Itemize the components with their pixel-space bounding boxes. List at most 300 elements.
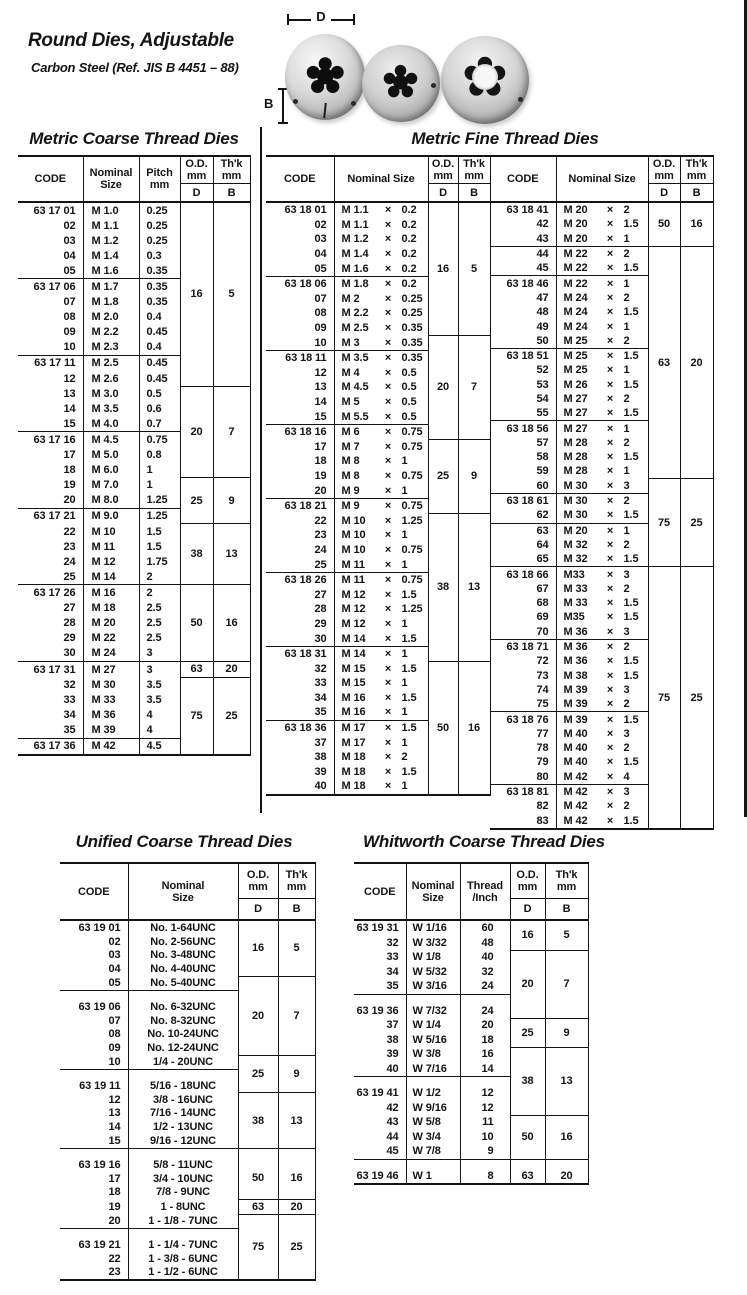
nominal-pitch-value: 1.5 [623, 814, 639, 827]
cell-nominal-size [556, 813, 648, 828]
cell-code: 73 [490, 669, 556, 683]
cell-pitch: 2.5 [139, 631, 180, 646]
cell-nominal-size: No. 1-64UNC [128, 920, 238, 935]
nominal-pitch-value: 1.5 [623, 218, 639, 231]
cell-thickness: 20 [545, 1159, 588, 1184]
nominal-size-value: M 25 [563, 364, 588, 377]
cell-pitch: 1 [139, 478, 180, 493]
cell-nominal-size: M 1.6 [83, 263, 139, 279]
multiply-sign: × [384, 352, 392, 365]
cell-code: 54 [490, 392, 556, 406]
cell-nominal-size [556, 464, 648, 478]
cell-nominal-size: W 9/16 [406, 1101, 460, 1116]
cell-nominal-size [556, 378, 648, 392]
nominal-size-value: M 7 [341, 440, 360, 453]
cell-code: 69 [490, 610, 556, 624]
cell-nominal-size: 7/8 - 9UNC [128, 1186, 238, 1200]
section-title-whitworth: Whitworth Coarse Thread Dies [363, 832, 605, 851]
cell-nominal-size [556, 538, 648, 552]
multiply-sign: × [384, 543, 392, 556]
cell-nominal-size [334, 646, 428, 661]
cell-thickness: 5 [458, 202, 490, 335]
cell-nominal-size [556, 625, 648, 640]
cell-thickness: 20 [213, 661, 250, 677]
cell-code: 33 [18, 693, 83, 708]
cell-code: 63 18 36 [266, 720, 334, 735]
cell-nominal-size: M 11 [83, 539, 139, 554]
nominal-pitch-value: 0.25 [401, 307, 423, 320]
multiply-sign: × [606, 451, 614, 464]
nominal-pitch-value: 0.5 [401, 410, 417, 423]
cell-nominal-size: M 16 [83, 585, 139, 601]
multiply-sign: × [606, 814, 614, 827]
cell-code: 63 18 11 [266, 350, 334, 365]
nominal-size-value: M 1.4 [341, 248, 369, 261]
cell-code: 63 18 51 [490, 348, 556, 363]
cell-nominal-size [334, 720, 428, 735]
nominal-pitch-value: 1.5 [623, 306, 639, 319]
nominal-size-value: M 39 [563, 683, 588, 696]
cell-nominal-size: M 6.0 [83, 463, 139, 478]
nominal-pitch-value: 1.5 [623, 669, 639, 682]
nominal-pitch-value: 1.5 [401, 765, 417, 778]
cell-code: 60 [490, 479, 556, 494]
cell-code: 43 [490, 232, 556, 247]
cell-thickness: 9 [213, 478, 250, 524]
cell-code: 42 [490, 217, 556, 231]
cell-od-diameter: 63 [238, 1199, 278, 1214]
nominal-size-value: M 26 [563, 378, 588, 391]
nominal-size-value: M 30 [563, 479, 588, 492]
cell-nominal-size [556, 770, 648, 785]
cell-code: 34 [18, 708, 83, 723]
table-row [490, 479, 713, 494]
cell-thickness: 9 [458, 440, 490, 514]
cell-nominal-size [334, 454, 428, 469]
nominal-pitch-value: 1 [401, 529, 408, 542]
cell-code: 59 [490, 464, 556, 478]
cell-nominal-size [334, 276, 428, 291]
cell-nominal-size: W 7/8 [406, 1144, 460, 1159]
nominal-pitch-value: 1 [401, 736, 408, 749]
cell-nominal-size: M 2.5 [83, 355, 139, 371]
nominal-pitch-value: 1.5 [623, 407, 639, 420]
multiply-sign: × [384, 514, 392, 527]
cell-thickness: 5 [278, 920, 315, 976]
cell-threads-per-inch: 16 [460, 1047, 510, 1062]
cell-nominal-size: W 1/2 [406, 1077, 460, 1101]
cell-nominal-size [556, 202, 648, 217]
cell-nominal-size [556, 712, 648, 727]
nominal-pitch-value: 1 [623, 524, 630, 537]
table-row [60, 1055, 315, 1069]
nominal-size-value: M 1.1 [341, 204, 369, 217]
cell-code: 34 [266, 691, 334, 706]
cell-nominal-size [334, 321, 428, 336]
nominal-pitch-value: 3 [623, 727, 630, 740]
cell-nominal-size [556, 741, 648, 755]
cell-nominal-size [556, 582, 648, 596]
cell-code: 78 [490, 741, 556, 755]
cell-nominal-size [556, 683, 648, 697]
cell-od-diameter: 50 [238, 1148, 278, 1199]
multiply-sign: × [606, 611, 614, 624]
cell-nominal-size: No. 10-24UNC [128, 1028, 238, 1042]
table-row [354, 1159, 588, 1184]
cell-code: 80 [490, 770, 556, 785]
nominal-pitch-value: 1.5 [401, 588, 417, 601]
cell-nominal-size [556, 567, 648, 582]
cell-nominal-size: 9/16 - 12UNC [128, 1134, 238, 1148]
cell-nominal-size: W 3/32 [406, 936, 460, 951]
cell-nominal-size: No. 12-24UNC [128, 1041, 238, 1055]
cell-pitch: 1.25 [139, 493, 180, 509]
cell-code: 39 [266, 765, 334, 780]
multiply-sign: × [384, 262, 392, 275]
multiply-sign: × [606, 479, 614, 492]
cell-nominal-size: M 2.6 [83, 371, 139, 386]
cell-code: 63 19 31 [354, 920, 406, 936]
multiply-sign: × [606, 277, 614, 290]
table-row [18, 661, 250, 677]
column-header: O.D. mm [180, 156, 213, 184]
cell-thickness: 25 [213, 677, 250, 754]
nominal-pitch-value: 0.75 [401, 469, 423, 482]
cell-nominal-size: 1/4 - 20UNC [128, 1055, 238, 1069]
multiply-sign: × [606, 218, 614, 231]
nominal-size-value: M 3 [341, 336, 360, 349]
cell-code: 05 [60, 976, 128, 990]
cell-nominal-size [334, 557, 428, 572]
cell-pitch: 2.5 [139, 600, 180, 615]
cell-od-diameter: 16 [238, 920, 278, 976]
nominal-size-value: M 30 [563, 509, 588, 522]
multiply-sign: × [606, 800, 614, 813]
nominal-pitch-value: 2 [623, 291, 630, 304]
cell-nominal-size: W 3/8 [406, 1047, 460, 1062]
table-row [266, 661, 490, 676]
multiply-sign: × [384, 765, 392, 778]
cell-code: 44 [490, 246, 556, 261]
column-header: CODE [266, 156, 334, 202]
multiply-sign: × [384, 322, 392, 335]
cell-nominal-size: 1 - 1/4 - 7UNC [128, 1228, 238, 1251]
nominal-size-value: M 1.2 [341, 233, 369, 246]
cell-code: 38 [266, 750, 334, 765]
nominal-pitch-value: 0.2 [401, 248, 417, 261]
multiply-sign: × [384, 381, 392, 394]
multiply-sign: × [384, 588, 392, 601]
nominal-size-value: M 10 [341, 529, 366, 542]
nominal-size-value: M 15 [341, 662, 366, 675]
multiply-sign: × [606, 320, 614, 333]
cell-nominal-size [556, 334, 648, 349]
cell-pitch: 0.6 [139, 401, 180, 416]
cell-code: 37 [354, 1018, 406, 1033]
cell-code: 52 [490, 363, 556, 377]
cell-code: 27 [266, 587, 334, 602]
nominal-size-value: M 12 [341, 588, 366, 601]
nominal-size-value: M 27 [563, 407, 588, 420]
cell-code: 19 [60, 1199, 128, 1214]
cell-code: 20 [18, 493, 83, 509]
nominal-pitch-value: 3 [623, 683, 630, 696]
cell-pitch: 2 [139, 569, 180, 585]
column-header: B [545, 899, 588, 921]
multiply-sign: × [606, 334, 614, 347]
cell-code: 63 17 01 [18, 202, 83, 218]
cell-nominal-size [334, 765, 428, 780]
cell-code: 14 [60, 1120, 128, 1134]
cell-code: 30 [266, 631, 334, 646]
cell-pitch: 0.25 [139, 202, 180, 218]
cell-nominal-size [334, 232, 428, 247]
cell-nominal-size: M 3.0 [83, 386, 139, 401]
cell-code: 79 [490, 755, 556, 769]
table-row [18, 585, 250, 601]
nominal-pitch-value: 1.5 [401, 662, 417, 675]
cell-code: 33 [266, 676, 334, 691]
table-row [60, 1093, 315, 1107]
multiply-sign: × [606, 524, 614, 537]
column-header: Nominal Size [334, 156, 428, 202]
column-header: Th'k mm [680, 156, 713, 184]
section-title-metric-coarse: Metric Coarse Thread Dies [29, 129, 239, 148]
cell-nominal-size [556, 784, 648, 799]
nominal-pitch-value: 2 [623, 742, 630, 755]
nominal-pitch-value: 1.5 [623, 262, 639, 275]
nominal-pitch-value: 1 [401, 484, 408, 497]
cell-threads-per-inch: 12 [460, 1101, 510, 1116]
cell-pitch: 1 [139, 463, 180, 478]
nominal-size-value: M 5 [341, 396, 360, 409]
nominal-pitch-value: 1 [623, 232, 630, 245]
cell-code: 13 [266, 380, 334, 395]
cell-threads-per-inch: 32 [460, 965, 510, 980]
cell-nominal-size [334, 705, 428, 720]
cell-nominal-size: M 8.0 [83, 493, 139, 509]
dimension-tick [353, 14, 355, 25]
cell-pitch: 0.75 [139, 432, 180, 448]
table-row [354, 920, 588, 936]
die-photo-middle [362, 45, 440, 122]
nominal-size-value: M 40 [563, 727, 588, 740]
multiply-sign: × [384, 632, 392, 645]
cell-od-diameter: 63 [510, 1159, 545, 1184]
cell-od-diameter: 16 [510, 920, 545, 950]
column-header: O.D. mm [428, 156, 458, 184]
cell-nominal-size [556, 552, 648, 567]
cell-threads-per-inch: 14 [460, 1062, 510, 1077]
cell-nominal-size: M 22 [83, 631, 139, 646]
cell-nominal-size: M 14 [83, 569, 139, 585]
page-title: Round Dies, Adjustable [28, 30, 234, 51]
cell-nominal-size [556, 697, 648, 712]
cell-code: 05 [266, 261, 334, 276]
nominal-size-value: M 3.5 [341, 352, 369, 365]
cell-pitch: 1.5 [139, 524, 180, 539]
cell-code: 63 18 31 [266, 646, 334, 661]
cell-od-diameter: 38 [238, 1093, 278, 1149]
nominal-pitch-value: 1.25 [401, 514, 423, 527]
cell-code: 63 18 41 [490, 202, 556, 217]
cell-nominal-size: M 10 [83, 524, 139, 539]
cell-thickness: 13 [213, 524, 250, 585]
multiply-sign: × [384, 336, 392, 349]
nominal-pitch-value: 1.5 [401, 691, 417, 704]
nominal-size-value: M35 [563, 611, 585, 624]
cell-nominal-size: 5/16 - 18UNC [128, 1069, 238, 1092]
table-row [266, 202, 490, 218]
nominal-pitch-value: 0.35 [401, 322, 423, 335]
cell-code: 22 [18, 524, 83, 539]
nominal-size-value: M 24 [563, 306, 588, 319]
cell-nominal-size: W 7/32 [406, 994, 460, 1018]
nominal-pitch-value: 1.25 [401, 603, 423, 616]
multiply-sign: × [384, 204, 392, 217]
cell-pitch: 3 [139, 661, 180, 677]
nominal-pitch-value: 2 [623, 495, 630, 508]
nominal-pitch-value: 0.75 [401, 440, 423, 453]
cell-threads-per-inch: 20 [460, 1018, 510, 1033]
multiply-sign: × [606, 465, 614, 478]
nominal-pitch-value: 1.5 [623, 509, 639, 522]
cell-od-diameter: 75 [238, 1214, 278, 1280]
cell-threads-per-inch: 18 [460, 1033, 510, 1048]
column-header: CODE [60, 863, 128, 920]
table-row [18, 202, 250, 218]
cell-code: 32 [354, 936, 406, 951]
column-header: CODE [18, 156, 83, 202]
cell-threads-per-inch: 60 [460, 920, 510, 936]
unified-coarse-table-grid [60, 862, 316, 1281]
column-header: O.D. mm [648, 156, 680, 184]
cell-nominal-size [556, 232, 648, 247]
nominal-pitch-value: 0.2 [401, 278, 417, 291]
multiply-sign: × [384, 426, 392, 439]
nominal-pitch-value: 1.5 [401, 632, 417, 645]
cell-code: 08 [266, 306, 334, 321]
nominal-pitch-value: 0.2 [401, 218, 417, 231]
multiply-sign: × [384, 722, 392, 735]
nominal-size-value: M 6 [341, 426, 360, 439]
cell-code: 04 [18, 248, 83, 263]
nominal-size-value: M 25 [563, 350, 588, 363]
nominal-pitch-value: 0.35 [401, 352, 423, 365]
nominal-pitch-value: 1 [623, 320, 630, 333]
nominal-pitch-value: 1.5 [623, 756, 639, 769]
cell-nominal-size [334, 691, 428, 706]
cell-pitch: 3.5 [139, 693, 180, 708]
multiply-sign: × [384, 648, 392, 661]
column-header: D [238, 899, 278, 921]
cell-code: 48 [490, 305, 556, 319]
cell-pitch: 4 [139, 723, 180, 739]
table-row [266, 513, 490, 528]
cell-code: 07 [266, 292, 334, 307]
column-header: D [648, 184, 680, 203]
cell-nominal-size: M 36 [83, 708, 139, 723]
nominal-pitch-value: 0.2 [401, 262, 417, 275]
cell-code: 63 18 26 [266, 572, 334, 587]
nominal-size-value: M 22 [563, 248, 588, 261]
cell-thickness: 13 [458, 513, 490, 661]
cell-nominal-size [556, 508, 648, 523]
multiply-sign: × [384, 751, 392, 764]
cell-code: 42 [354, 1101, 406, 1116]
cell-od-diameter: 16 [180, 202, 213, 386]
cell-nominal-size: M 4.5 [83, 432, 139, 448]
cell-code: 63 18 06 [266, 276, 334, 291]
cell-pitch: 4.5 [139, 738, 180, 755]
cell-code: 04 [266, 247, 334, 262]
cell-code: 22 [266, 513, 334, 528]
multiply-sign: × [384, 574, 392, 587]
cell-code: 20 [266, 483, 334, 498]
cell-code: 24 [18, 554, 83, 569]
cell-code: 29 [18, 631, 83, 646]
nominal-size-value: M 12 [341, 603, 366, 616]
cell-nominal-size [334, 513, 428, 528]
cell-nominal-size [334, 380, 428, 395]
multiply-sign: × [606, 495, 614, 508]
nominal-pitch-value: 3 [623, 786, 630, 799]
cell-od-diameter: 20 [428, 335, 458, 439]
cell-nominal-size: M 1.0 [83, 202, 139, 218]
column-header: O.D. mm [238, 863, 278, 899]
cell-code: 63 17 26 [18, 585, 83, 601]
cell-nominal-size [334, 735, 428, 750]
nominal-pitch-value: 2 [623, 334, 630, 347]
cell-code: 63 [490, 523, 556, 538]
nominal-pitch-value: 1 [401, 648, 408, 661]
cell-nominal-size: M 2.0 [83, 310, 139, 325]
nominal-size-value: M 18 [341, 765, 366, 778]
cell-nominal-size: M 30 [83, 677, 139, 692]
nominal-size-value: M 11 [341, 574, 365, 587]
unified-coarse-table [60, 862, 316, 1281]
cell-thickness: 20 [278, 1199, 315, 1214]
nominal-pitch-value: 2 [623, 248, 630, 261]
multiply-sign: × [384, 662, 392, 675]
cell-code: 63 18 46 [490, 276, 556, 291]
nominal-size-value: M 14 [341, 632, 366, 645]
cell-code: 03 [60, 949, 128, 963]
cell-threads-per-inch: 24 [460, 979, 510, 994]
cell-code: 63 18 61 [490, 493, 556, 508]
nominal-pitch-value: 3 [623, 625, 630, 638]
nominal-pitch-value: 1 [401, 780, 408, 793]
cell-code: 09 [266, 321, 334, 336]
cell-nominal-size [334, 247, 428, 262]
cell-code: 82 [490, 799, 556, 813]
cell-thickness: 7 [213, 386, 250, 478]
cell-code: 37 [266, 735, 334, 750]
cell-nominal-size [556, 523, 648, 538]
cell-nominal-size [334, 261, 428, 276]
cell-thickness: 13 [545, 1047, 588, 1115]
multiply-sign: × [384, 736, 392, 749]
nominal-size-value: M 40 [563, 756, 588, 769]
cell-thickness: 13 [278, 1093, 315, 1149]
nominal-size-value: M 8 [341, 469, 360, 482]
cell-code: 23 [18, 539, 83, 554]
cell-pitch: 0.45 [139, 325, 180, 340]
nominal-size-value: M 36 [563, 655, 588, 668]
cell-code: 49 [490, 319, 556, 333]
nominal-pitch-value: 0.5 [401, 366, 417, 379]
multiply-sign: × [384, 396, 392, 409]
